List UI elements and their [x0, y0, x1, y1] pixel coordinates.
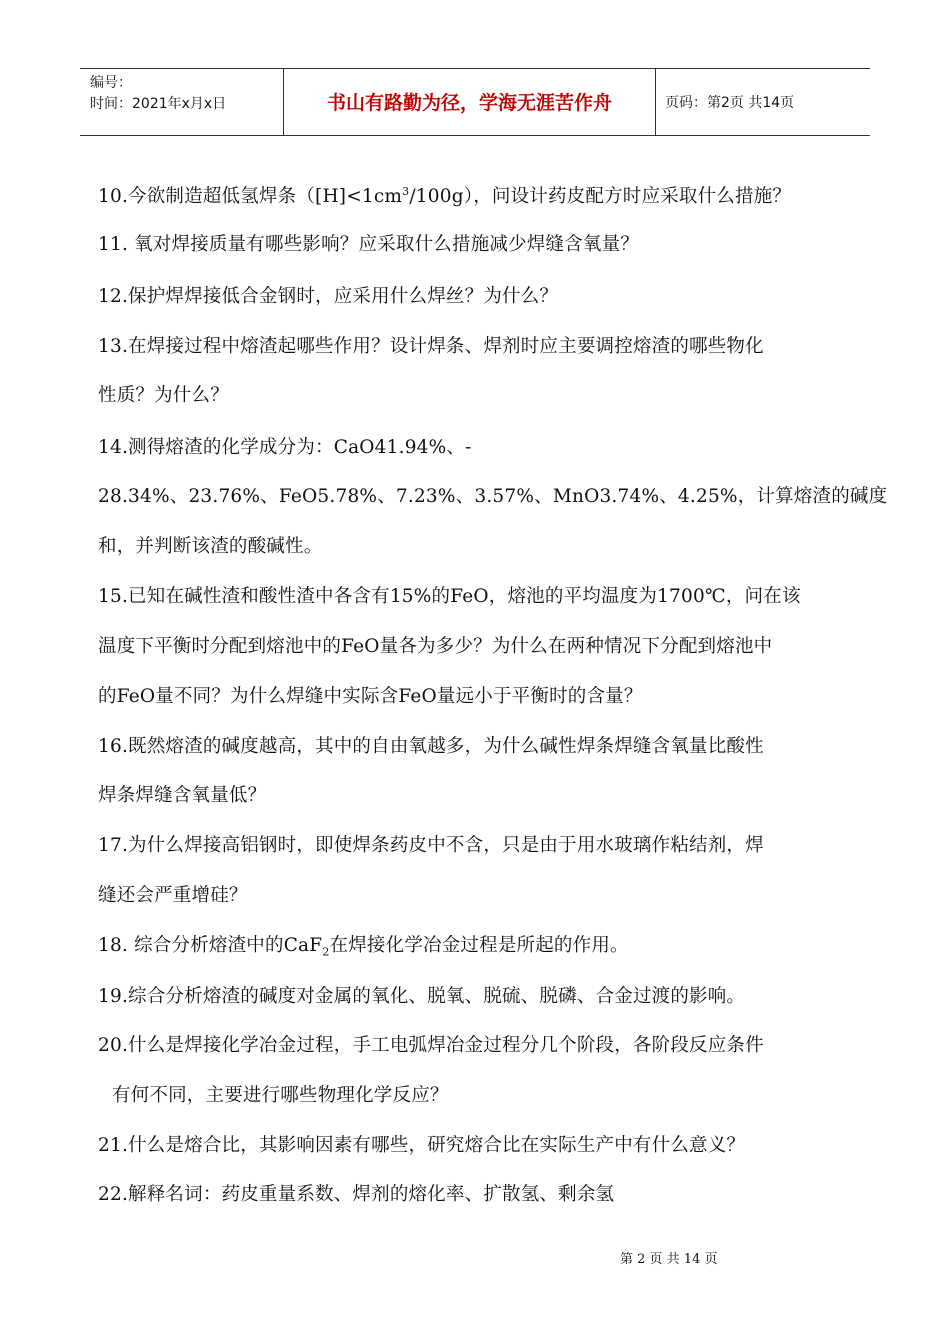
- question-line: 缝还会严重增硅？: [98, 885, 248, 906]
- question-line: 17.为什么焊接高铝钢时，即使焊条药皮中不含，只是由于用水玻璃作粘结剂，焊: [98, 835, 764, 856]
- question-line: 11. 氧对焊接质量有哪些影响？应采取什么措施减少焊缝含氧量？: [98, 234, 640, 255]
- question-line: 12.保护焊焊接低合金钢时，应采用什么焊丝？为什么？: [98, 286, 559, 307]
- question-line: 有何不同，主要进行哪些物理化学反应？: [112, 1085, 449, 1106]
- header-info-cell: [80, 69, 284, 135]
- question-line: 14.测得熔渣的化学成分为：CaO41.94%、-: [98, 437, 472, 458]
- question-line: 16.既然熔渣的碱度越高，其中的自由氧越多，为什么碱性焊条焊缝含氧量比酸性: [98, 736, 764, 757]
- question-line: 20.什么是焊接化学冶金过程，手工电弧焊冶金过程分几个阶段，各阶段反应条件: [98, 1035, 764, 1056]
- question-line: 22.解释名词：药皮重量系数、焊剂的熔化率、扩散氢、剩余氢: [98, 1184, 615, 1205]
- question-line: 18. 综合分析熔渣中的CaF$_2$在焊接化学冶金过程是所起的作用。: [98, 935, 629, 959]
- header-motto: 书山有路勤为径，学海无涯苦作舟: [284, 69, 656, 135]
- question-line: 19.综合分析熔渣的碱度对金属的氧化、脱氧、脱硫、脱磷、合金过渡的影响。: [98, 986, 746, 1007]
- header-page-code: 页码：第2页 共14页: [665, 95, 795, 111]
- question-line: 性质？为什么？: [98, 385, 229, 406]
- question-line: 15.已知在碱性渣和酸性渣中各含有15%的FeO，熔池的平均温度为1700℃，问在该: [98, 586, 801, 607]
- question-line: 和，并判断该渣的酸碱性。: [98, 536, 323, 557]
- question-line: 28.34%、23.76%、FeO5.78%、7.23%、3.57%、MnO3.74%、4.25%，计算熔渣的碱度: [98, 486, 888, 507]
- question-line: 13.在焊接过程中熔渣起哪些作用？设计焊条、焊剂时应主要调控熔渣的哪些物化: [98, 336, 764, 357]
- time-label: 时间：2021年x月x日: [90, 96, 227, 112]
- question-line: 10.今欲制造超低氢焊条$([H]<1cm^3/100g)$，问设计药皮配方时应采取什么措施？: [98, 184, 792, 207]
- page-footer: 第 2 页 共 14 页: [620, 1252, 718, 1267]
- number-label: 编号：: [90, 75, 132, 91]
- question-line: 焊条焊缝含氧量低？: [98, 785, 267, 806]
- question-line: 温度下平衡时分配到熔池中的FeO量各为多少？为什么在两种情况下分配到熔池中: [98, 636, 773, 657]
- question-line: 21.什么是熔合比，其影响因素有哪些，研究熔合比在实际生产中有什么意义？: [98, 1135, 746, 1156]
- question-line: 的FeO量不同？为什么焊缝中实际含FeO量远小于平衡时的含量？: [98, 686, 643, 707]
- page-header: [80, 68, 870, 136]
